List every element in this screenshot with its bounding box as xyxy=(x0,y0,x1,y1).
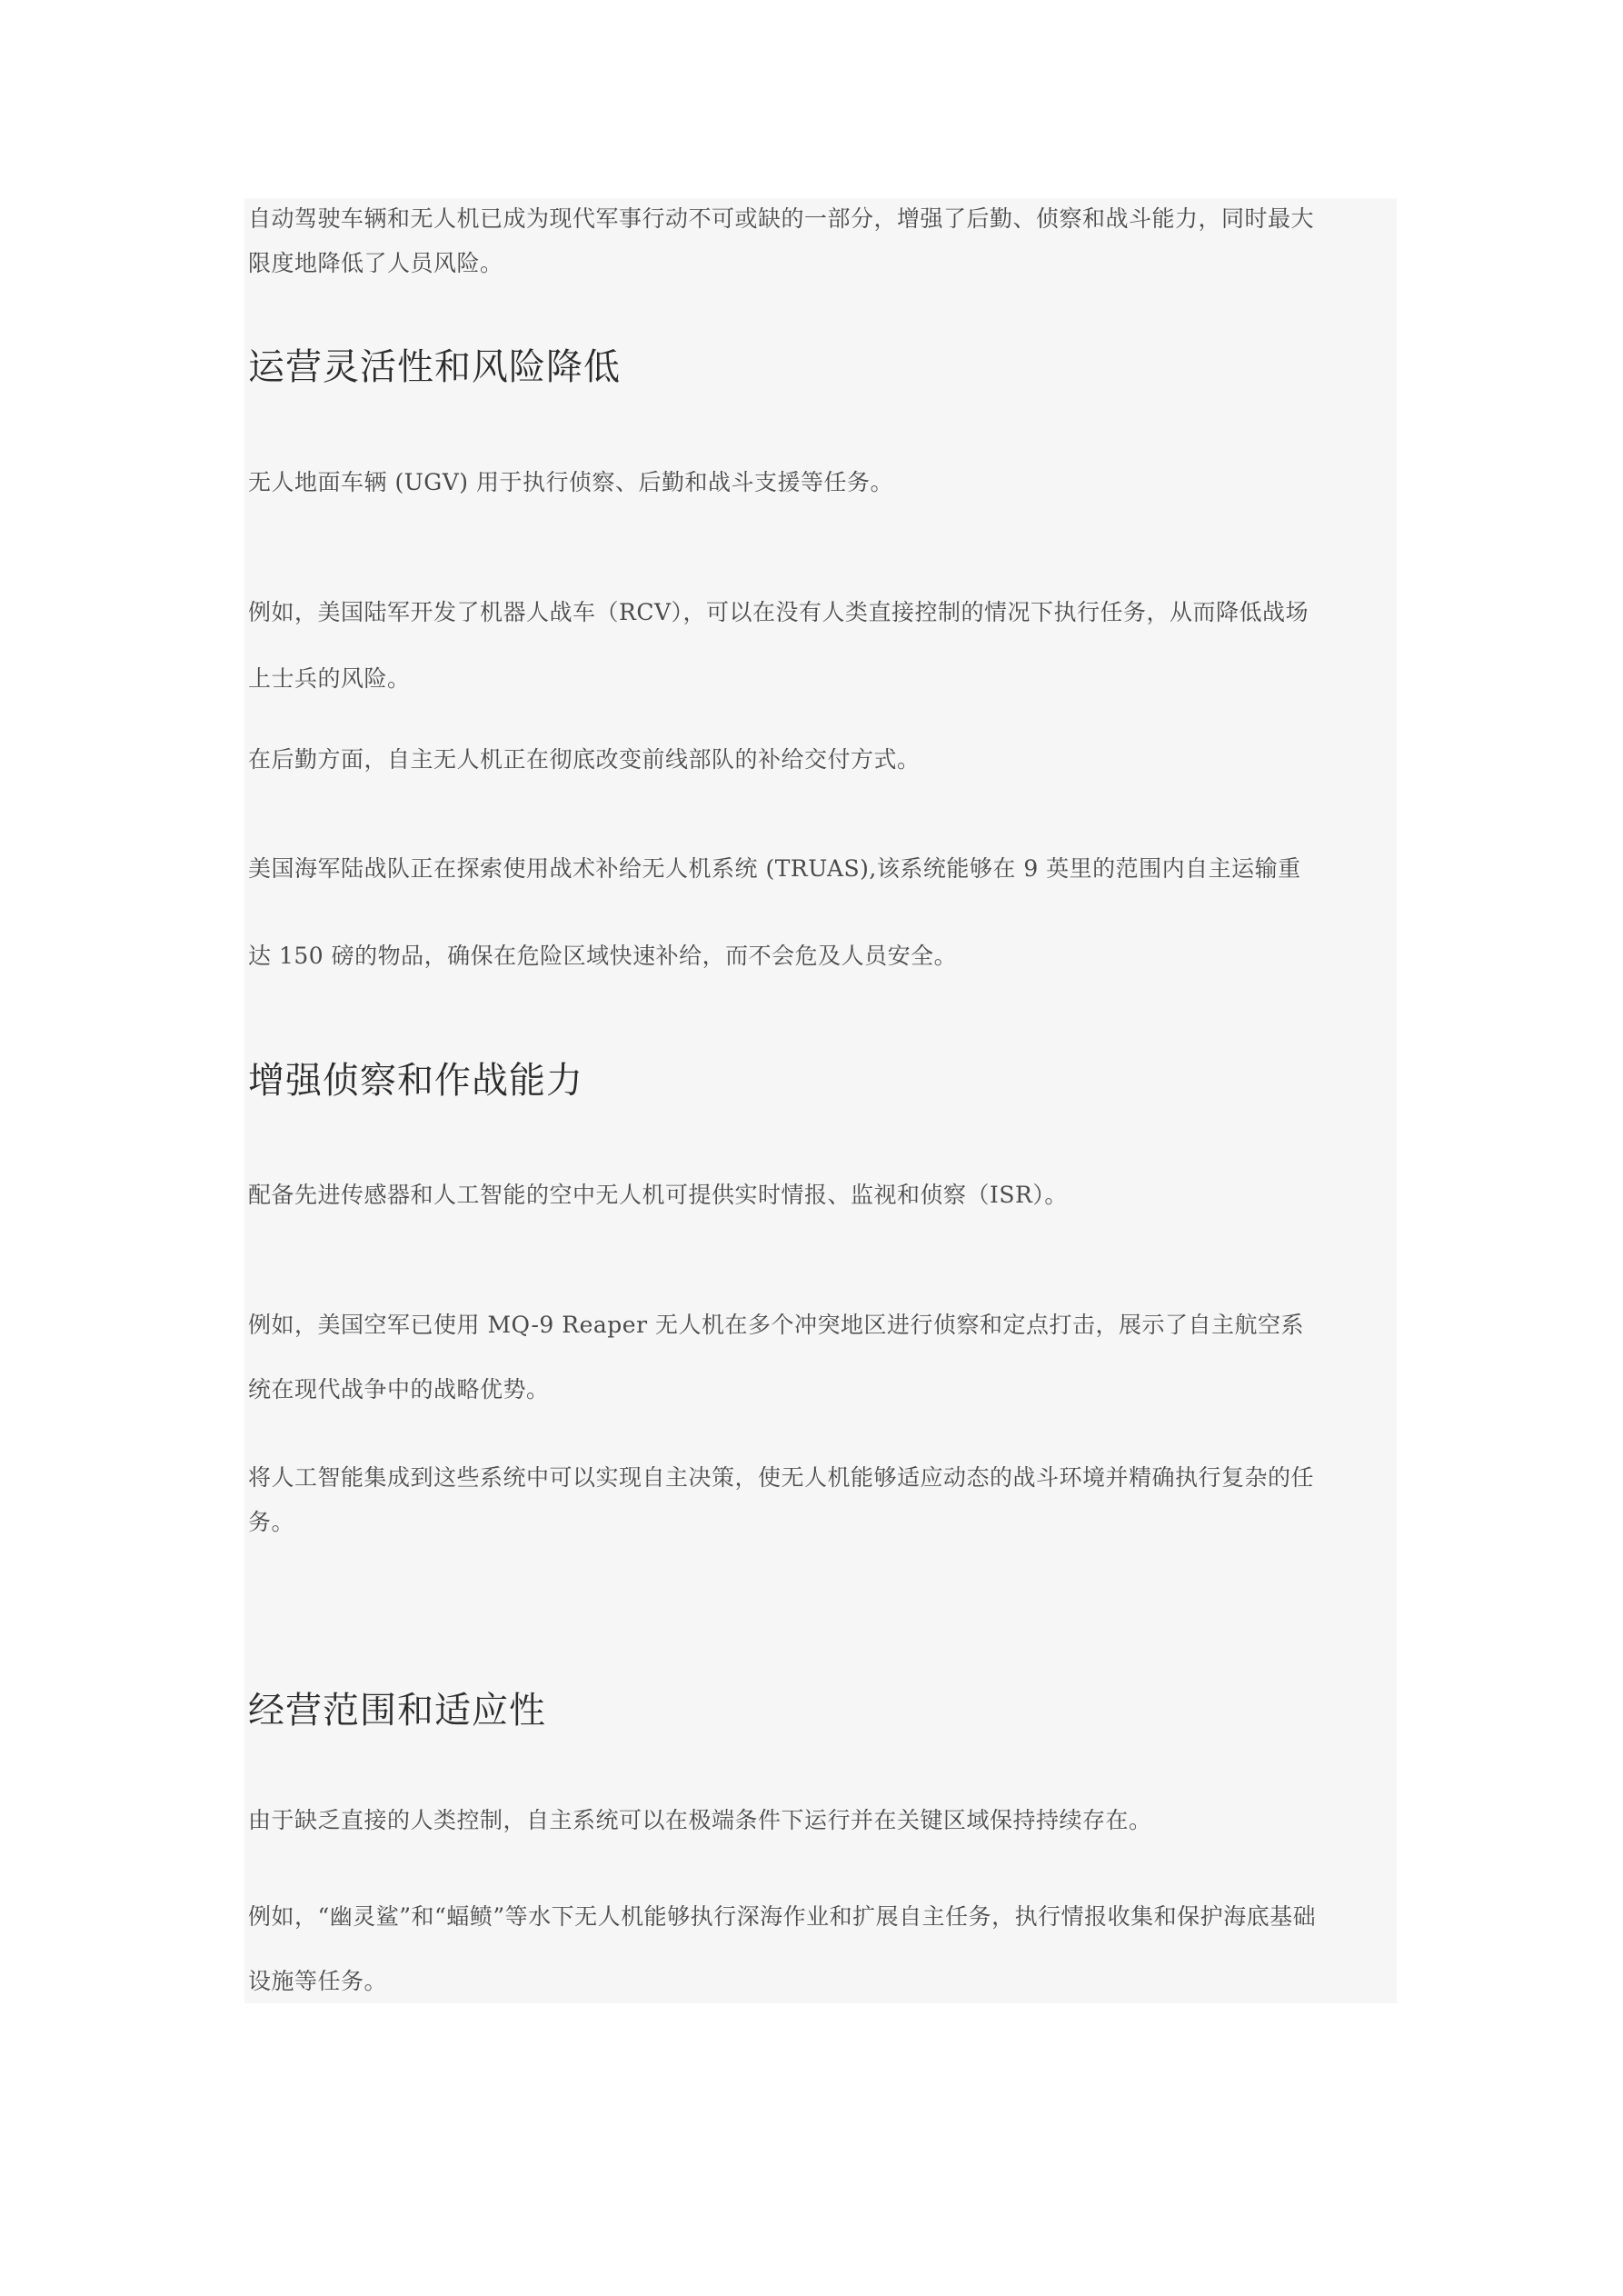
section2-paragraph-2-line-2: 统在现代战争中的战略优势。 xyxy=(248,1376,550,1403)
section3-paragraph-2-line-1: 例如，“幽灵鲨”和“蝠鲼”等水下无人机能够执行深海作业和扩展自主任务，执行情报收集和保护海底基础 xyxy=(248,1903,1317,1930)
section2-paragraph-3 xyxy=(248,1455,1395,1544)
section3-heading: 经营范围和适应性 xyxy=(248,1690,546,1732)
section3-paragraph-2-line-2: 设施等任务。 xyxy=(248,1968,388,1994)
section3-paragraph-1: 由于缺乏直接的人类控制，自主系统可以在极端条件下运行并在关键区域保持持续存在。 xyxy=(248,1807,1152,1833)
intro-paragraph xyxy=(248,196,1395,285)
section1-paragraph-1: 无人地面车辆 (UGV) 用于执行侦察、后勤和战斗支援等任务。 xyxy=(248,469,893,495)
section2-paragraph-3-line-2: 务。 xyxy=(248,1509,295,1535)
section3-paragraph-2 xyxy=(248,1894,1395,2003)
section1-paragraph-4 xyxy=(248,825,1395,1000)
section1-paragraph-2-line-1: 例如，美国陆军开发了机器人战车（RCV），可以在没有人类直接控制的情况下执行任务，从而降低战场 xyxy=(248,599,1309,625)
section1-paragraph-4-line-2: 达 150 磅的物品，确保在危险区域快速补给，而不会危及人员安全。 xyxy=(248,943,958,969)
section2-paragraph-1: 配备先进传感器和人工智能的空中无人机可提供实时情报、监视和侦察（ISR）。 xyxy=(248,1182,1068,1208)
section1-heading: 运营灵活性和风险降低 xyxy=(248,346,621,388)
section1-paragraph-2-line-2: 上士兵的风险。 xyxy=(248,665,411,692)
section1-paragraph-2 xyxy=(248,569,1395,723)
section2-paragraph-2-line-1: 例如，美国空军已使用 MQ-9 Reaper 无人机在多个冲突地区进行侦察和定点打击，展示了自主航空系 xyxy=(248,1312,1304,1338)
section2-paragraph-3-line-1: 将人工智能集成到这些系统中可以实现自主决策，使无人机能够适应动态的战斗环境并精确执行复杂的任 xyxy=(248,1464,1315,1491)
section1-paragraph-3: 在后勤方面，自主无人机正在彻底改变前线部队的补给交付方式。 xyxy=(248,746,921,773)
intro-line-2: 限度地降低了人员风险。 xyxy=(248,250,503,276)
section2-paragraph-2 xyxy=(248,1303,1395,1412)
section2-heading: 增强侦察和作战能力 xyxy=(248,1060,583,1102)
intro-line-1: 自动驾驶车辆和无人机已成为现代军事行动不可或缺的一部分，增强了后勤、侦察和战斗能力，同时最大 xyxy=(248,205,1315,232)
section1-paragraph-4-line-1: 美国海军陆战队正在探索使用战术补给无人机系统 (TRUAS),该系统能够在 9 英里的范围内自主运输重 xyxy=(248,855,1301,882)
